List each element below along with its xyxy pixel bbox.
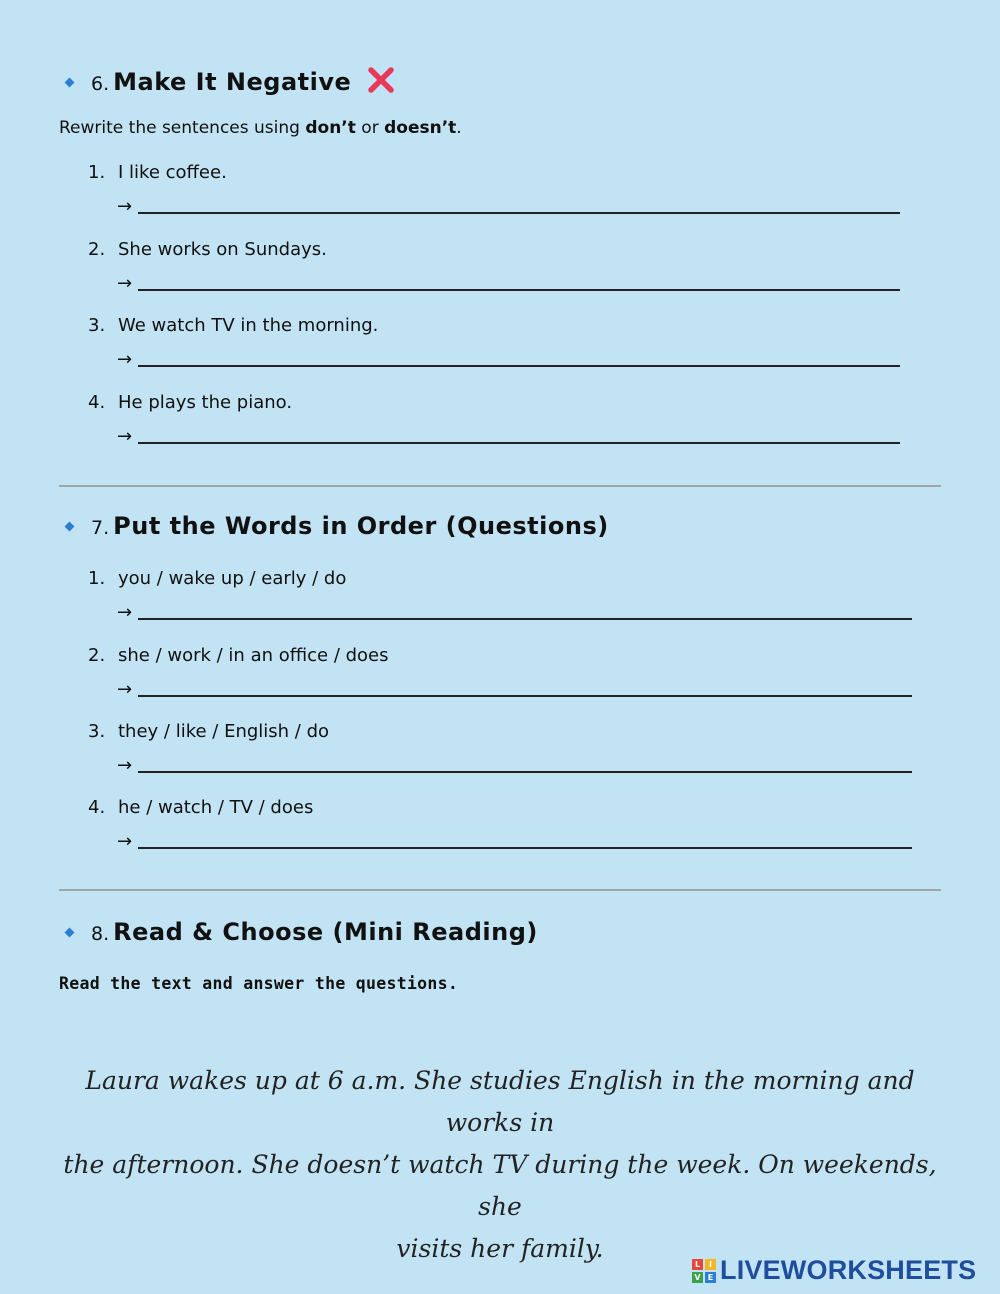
exercise-item: 2. she / work / in an office / does <box>88 645 389 666</box>
section-divider <box>59 485 941 487</box>
section-number: 8. <box>91 923 110 945</box>
section-title: Read & Choose (Mini Reading) <box>113 918 538 946</box>
reading-passage: Laura wakes up at 6 a.m. She studies English in the morning and works in the afternoon. She doesn’t watch TV during the week. On weekends, she visits her family. <box>63 1066 937 1263</box>
exercise-item: 4. he / watch / TV / does <box>88 797 314 818</box>
exercise-item: 3. they / like / English / do <box>88 721 330 742</box>
liveworksheets-logo-icon: L I V E <box>692 1259 716 1283</box>
answer-line[interactable]: → <box>117 345 900 369</box>
section-8-heading <box>66 918 538 946</box>
exercise-item: 1. you / wake up / early / do <box>88 568 347 589</box>
answer-line[interactable]: → <box>117 192 900 216</box>
exercise-item: 3. We watch TV in the morning. <box>88 315 379 336</box>
section-7-heading <box>66 512 609 540</box>
answer-line[interactable]: → <box>117 598 912 622</box>
cross-mark-icon <box>367 66 395 98</box>
diamond-bullet-icon <box>65 928 75 938</box>
answer-line[interactable]: → <box>117 422 900 446</box>
footer-logo <box>692 1255 976 1286</box>
answer-line[interactable]: → <box>117 269 900 293</box>
section-6-instruction: Rewrite the sentences using don’t or doesn’t. <box>59 118 462 138</box>
brand-name: LIVEWORKSHEETS <box>720 1255 977 1285</box>
diamond-bullet-icon <box>65 78 75 88</box>
section-title: Put the Words in Order (Questions) <box>113 512 609 540</box>
exercise-item: 1. I like coffee. <box>88 162 227 183</box>
section-6-heading <box>66 62 395 96</box>
exercise-item: 2. She works on Sundays. <box>88 239 327 260</box>
exercise-item: 4. He plays the piano. <box>88 392 293 413</box>
section-number: 6. <box>91 73 110 95</box>
section-divider <box>59 889 941 891</box>
diamond-bullet-icon <box>65 522 75 532</box>
section-title: Make It Negative <box>113 68 352 96</box>
answer-line[interactable]: → <box>117 675 912 699</box>
section-number: 7. <box>91 517 110 539</box>
section-8-instruction: Read the text and answer the questions. <box>59 974 459 993</box>
answer-line[interactable]: → <box>117 827 912 851</box>
answer-line[interactable]: → <box>117 751 912 775</box>
